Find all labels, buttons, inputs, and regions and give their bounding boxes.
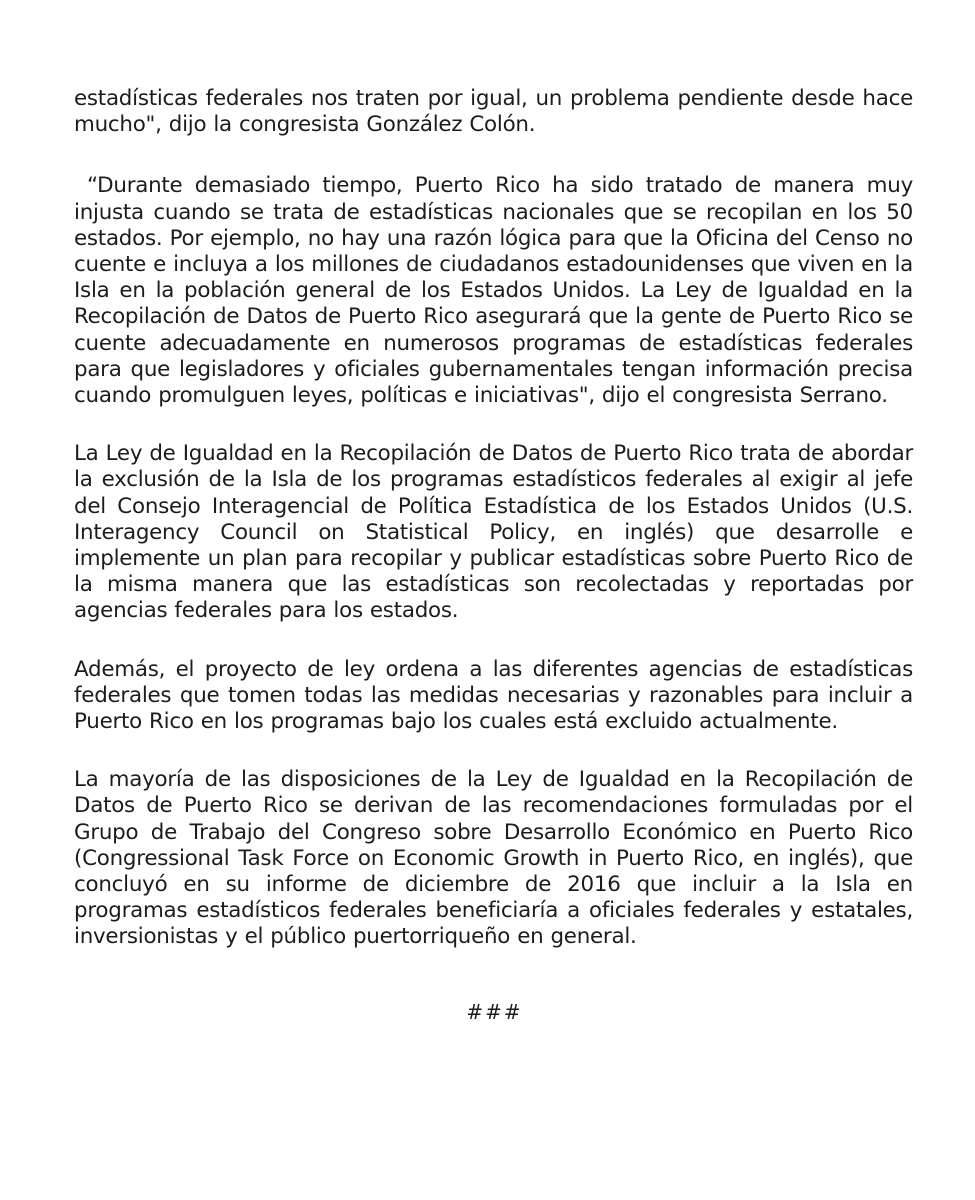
paragraph-task-force: La mayoría de las disposiciones de la Ley de Igualdad en la Recopilación de Datos de Puerto Rico se derivan de las recomendaciones formuladas por el Grupo de Trabajo del Congreso sobre Desarrollo Económico en Puerto Rico (Congressional Task Force on Economic Growth in Puerto Rico, en inglés), que concluyó en su informe de diciembre de 2016 que incluir a la Isla en programas estadísticos federales beneficiaría a oficiales federales y estatales, inversionistas y el público puertorriqueño en general. bbox=[74, 767, 913, 950]
paragraph-law-description: La Ley de Igualdad en la Recopilación de Datos de Puerto Rico trata de abordar la exclusión de la Isla de los programas estadísticos federales al exigir al jefe del Consejo Interagencial de Política Estadística de los Estados Unidos (U.S. Interagency Council on Statistical Policy, en inglés) que desarrolle e implemente un plan para recopilar y publicar estadísticas sobre Puerto Rico de la misma manera que las estadísticas son recolectadas y reportadas por agencias federales para los estados. bbox=[74, 441, 913, 624]
end-of-release-mark: ### bbox=[466, 1000, 523, 1024]
paragraph-gonzalez-quote-end: estadísticas federales nos traten por igual, un problema pendiente desde hace mucho", dijo la congresista González Colón. bbox=[74, 86, 913, 138]
document-body bbox=[74, 86, 913, 983]
paragraph-agencies-order: Además, el proyecto de ley ordena a las diferentes agencias de estadísticas federales que tomen todas las medidas necesarias y razonables para incluir a Puerto Rico en los programas bajo los cuales está excluido actualmente. bbox=[74, 656, 913, 735]
paragraph-serrano-quote: “Durante demasiado tiempo, Puerto Rico ha sido tratado de manera muy injusta cuando se trata de estadísticas nacionales que se recopilan en los 50 estados. Por ejemplo, no hay una razón lógica para que la Oficina del Censo no cuente e incluya a los millones de ciudadanos estadounidenses que viven en la Isla en la población general de los Estados Unidos. La Ley de Igualdad en la Recopilación de Datos de Puerto Rico asegurará que la gente de Puerto Rico se cuente adecuadamente en numerosos programas de estadísticas federales para que legisladores y oficiales gubernamentales tengan información precisa cuando promulguen leyes, políticas e iniciativas", dijo el congresista Serrano. bbox=[74, 173, 913, 409]
